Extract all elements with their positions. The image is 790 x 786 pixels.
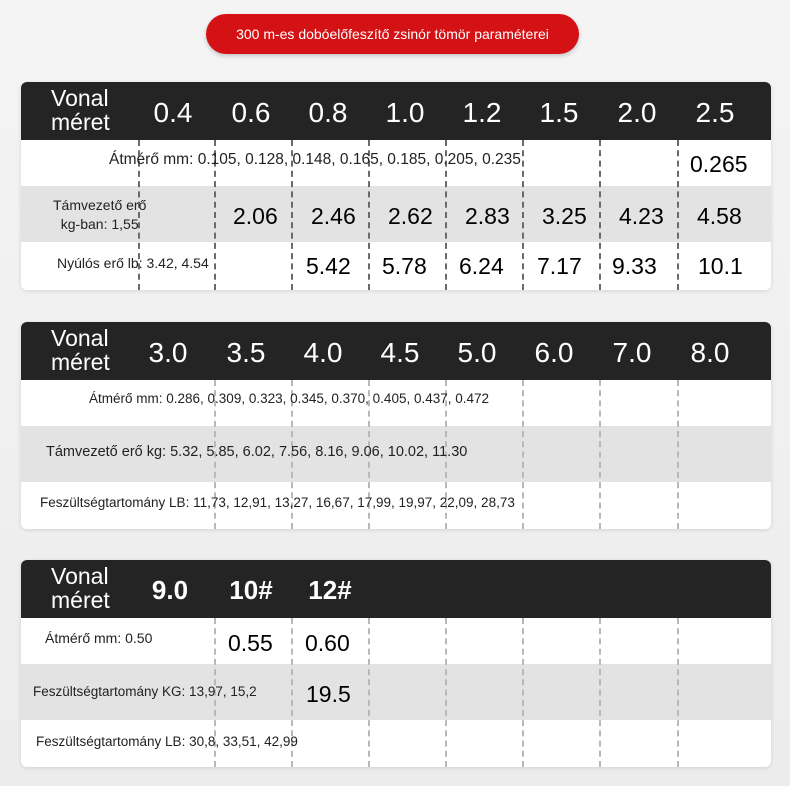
size-header: 1.5	[539, 97, 579, 128]
size-header: 0.8	[308, 97, 348, 128]
support-force-label-line1: Támvezető erő	[53, 197, 147, 213]
column-divider	[677, 140, 679, 290]
size-header: 1.0	[385, 97, 425, 128]
diameter-row-label: Átmérő mm: 0.286, 0.309, 0.323, 0.345, 0.370, 0.405, 0.437, 0.472	[89, 391, 490, 406]
spec-table-3	[21, 560, 771, 767]
table-header	[21, 82, 771, 140]
column-divider	[522, 140, 524, 290]
column-divider	[599, 380, 601, 529]
tensile-value: 9.33	[612, 253, 657, 279]
support-force-value: 4.23	[619, 203, 664, 229]
size-header: 0.6	[231, 97, 271, 128]
size-header: 5.0	[457, 337, 497, 368]
size-header: 2.5	[695, 97, 735, 128]
header-label-line1: Vonal	[51, 563, 109, 589]
size-header: 1.2	[462, 97, 502, 128]
support-force-label-line2: kg-ban: 1,55	[60, 216, 139, 232]
tensile-value: 5.42	[306, 253, 351, 279]
size-header: 0.4	[153, 97, 193, 128]
column-divider	[677, 380, 679, 529]
size-header: 10#	[229, 575, 273, 605]
support-force-value: 2.06	[233, 203, 278, 229]
column-divider	[599, 140, 601, 290]
header-label-line2: méret	[51, 109, 110, 135]
size-header: 7.0	[612, 337, 652, 368]
column-divider	[445, 618, 447, 767]
support-force-label: Támvezető erő kg: 5.32, 5.85, 6.02, 7.56, 8.16, 9.06, 10.02, 11.30	[46, 444, 468, 460]
tensile-value: 5.78	[382, 253, 427, 279]
support-force-value: 4.58	[697, 203, 742, 229]
table-header	[21, 560, 771, 618]
tensile-value: 10.1	[698, 253, 743, 279]
support-force-value: 3.25	[542, 203, 587, 229]
size-header: 4.5	[380, 337, 420, 368]
support-force-value: 2.62	[388, 203, 433, 229]
spec-table-2	[21, 322, 771, 529]
column-divider	[522, 618, 524, 767]
tension-range-label: Feszültségtartomány LB: 11,73, 12,91, 13,27, 16,67, 17,99, 19,97, 22,09, 28,73	[40, 495, 515, 510]
tension-lb-label: Feszültségtartomány LB: 30,8, 33,51, 42,99	[36, 734, 298, 749]
diameter-value: 0.60	[305, 630, 350, 656]
header-label-line1: Vonal	[51, 325, 109, 351]
header-label	[51, 564, 110, 612]
header-label	[51, 326, 110, 374]
tension-kg-label: Feszültségtartomány KG: 13,97, 15,2	[33, 684, 257, 699]
tension-kg-value: 19.5	[306, 681, 351, 707]
size-header: 3.5	[226, 337, 266, 368]
support-force-value: 2.83	[465, 203, 510, 229]
tensile-value: 6.24	[459, 253, 504, 279]
size-header: 9.0	[151, 575, 189, 605]
size-header: 3.0	[148, 337, 188, 368]
title-banner: 300 m-es dobóelőfeszítő zsinór tömör paraméterei	[206, 14, 579, 54]
diameter-value: 0.265	[690, 151, 748, 177]
size-header: 8.0	[690, 337, 730, 368]
column-divider	[368, 618, 370, 767]
column-divider	[677, 618, 679, 767]
support-force-label	[53, 196, 146, 234]
diameter-row-label: Átmérő mm: 0.105, 0.128, 0.148, 0.165, 0.185, 0.205, 0.235	[109, 151, 521, 168]
table-header	[21, 322, 771, 380]
support-force-value: 2.46	[311, 203, 356, 229]
header-label-line2: méret	[51, 349, 110, 375]
diameter-value: 0.55	[228, 630, 273, 656]
size-header: 6.0	[534, 337, 574, 368]
size-header: 4.0	[303, 337, 343, 368]
diameter-row-label: Átmérő mm: 0.50	[45, 630, 153, 646]
column-divider	[522, 380, 524, 529]
spec-table-1	[21, 82, 771, 290]
size-header: 12#	[308, 575, 352, 605]
tensile-value: 7.17	[537, 253, 582, 279]
header-label-line2: méret	[51, 587, 110, 613]
size-header: 2.0	[617, 97, 657, 128]
column-divider	[599, 618, 601, 767]
header-label-line1: Vonal	[51, 85, 109, 111]
tensile-row-label: Nyúlós erő lb: 3.42, 4.54	[57, 255, 209, 271]
header-label	[51, 86, 110, 134]
